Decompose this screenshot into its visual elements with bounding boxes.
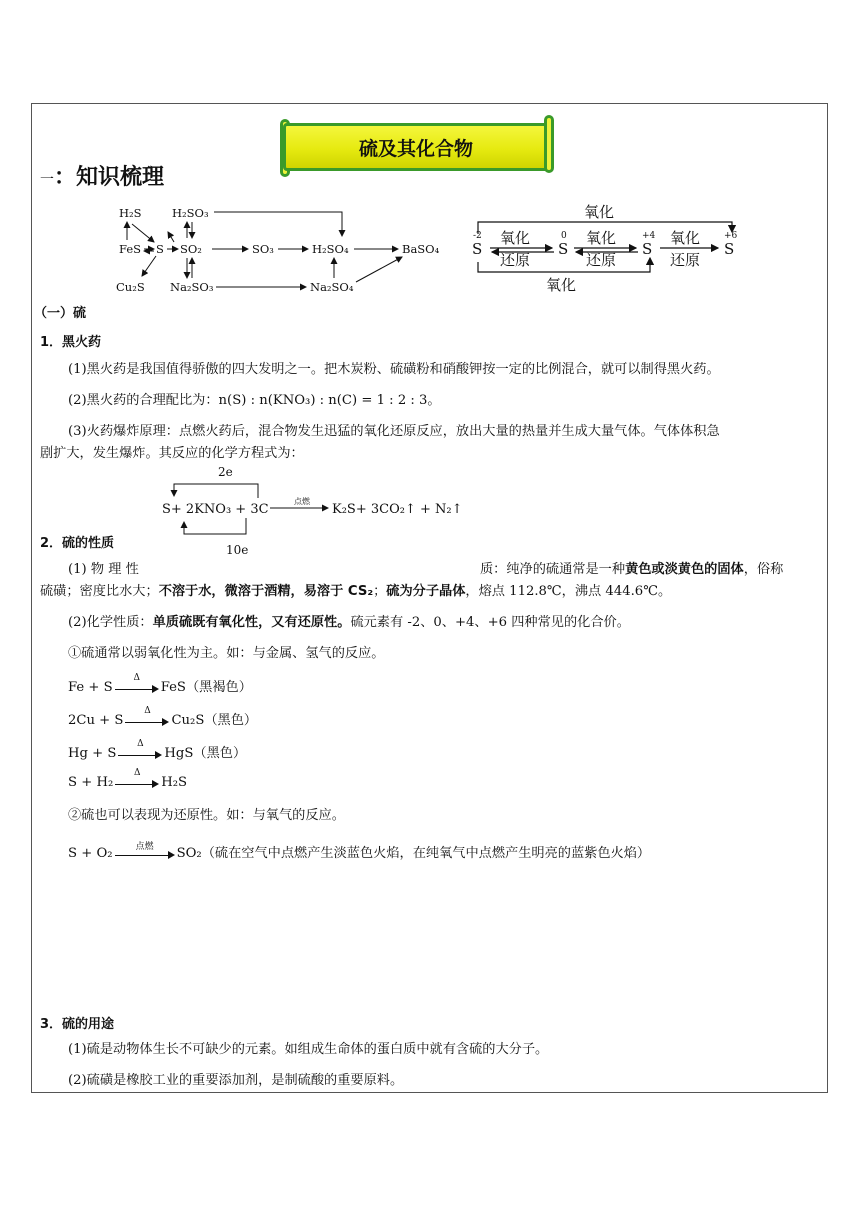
phys2-text-2: ；: [373, 584, 387, 599]
valence-diagram: [470, 200, 750, 296]
uses-p2: (2)硫磺是橡胶工业的重要添加剂，是制硫酸的重要原料。: [68, 1073, 404, 1088]
red-label-2: 还原: [586, 251, 617, 269]
eq-condition: 点燃: [294, 497, 310, 506]
reaction-right: H₂S: [161, 775, 188, 790]
eq-transfer-10e: 10e: [226, 543, 249, 557]
valence-0: 0: [561, 231, 567, 241]
bottom-oxidize-label: 氧化: [546, 276, 577, 294]
reaction-arrow: [115, 768, 159, 790]
gunpowder-p3b: 剧扩大，发生爆炸。其反应的化学方程式为：: [40, 446, 304, 461]
chem-text-2: 硫元素有 -2、0、+4、+6 四种常见的化合价。: [350, 615, 630, 630]
title-banner: [283, 117, 551, 174]
reaction-arrow: [118, 739, 162, 761]
reaction-arrow: [115, 673, 159, 695]
reaction-left: Hg + S: [68, 746, 117, 761]
phys2-bold-solubility: 不溶于水，微溶于酒精，易溶于 CS₂: [158, 584, 374, 599]
reaction-cu-s: [68, 706, 258, 728]
node-cu2s: Cu₂S: [116, 280, 145, 294]
valence-plus4: +4: [642, 231, 656, 241]
chem-line: [68, 611, 630, 634]
oxidation-intro: ①硫通常以弱氧化性为主。如：与金属、氢气的反应。: [68, 646, 385, 661]
reaction-s-o2: [68, 842, 650, 861]
valence-plus6: +6: [724, 231, 738, 241]
phys2-text-1: 硫磺；密度比水大；: [40, 584, 159, 599]
chem-text-1: (2)化学性质：: [68, 615, 153, 630]
reaction-condition: 点燃: [135, 842, 154, 852]
phys-text-2: ，俗称: [743, 562, 784, 577]
phys-line1: [480, 558, 783, 581]
reaction-condition: Δ: [144, 706, 151, 716]
valence-minus2: -2: [473, 231, 482, 241]
eq-transfer-2e: 2e: [218, 465, 233, 479]
node-fes: FeS: [119, 242, 142, 256]
phys2-text-3: ，熔点 112.8℃，沸点 444.6℃。: [465, 584, 672, 599]
reaction-arrow: [115, 842, 175, 861]
node-na2so4: Na₂SO₄: [310, 280, 354, 294]
reaction-left: S + H₂: [68, 775, 114, 790]
gunpowder-p1: (1)黑火药是我国值得骄傲的四大发明之一。把木炭粉、硫磺粉和硝酸钾按一定的比例混合，就可以制得黑火药。: [68, 362, 720, 377]
part-sulfur-heading: （一）硫: [34, 306, 87, 321]
reaction-fe-s: [68, 673, 252, 695]
node-baso4: BaSO₄: [402, 242, 440, 256]
species-s-0: S: [558, 240, 569, 258]
phys-prefix: (1) 物 理 性: [68, 562, 139, 577]
top-oxidize-label: 氧化: [584, 203, 615, 221]
reaction-s-h2: [68, 768, 188, 790]
red-label-1: 还原: [500, 251, 531, 269]
eq-right: K₂S+ 3CO₂↑ + N₂↑: [332, 502, 463, 517]
reduction-intro: ②硫也可以表现为还原性。如：与氧气的反应。: [68, 808, 345, 823]
node-so2: SO₂: [180, 242, 202, 256]
node-h2s: H₂S: [119, 206, 142, 220]
heading-gunpowder: 1．黑火药: [40, 335, 102, 350]
phys-line2: [40, 580, 671, 603]
page-title: 硫及其化合物: [358, 137, 473, 160]
uses-p1: (1)硫是动物体生长不可缺少的元素。如组成生命体的蛋白质中就有含硫的大分子。: [68, 1042, 549, 1057]
reaction-right: HgS（黑色）: [164, 746, 247, 761]
red-label-3: 还原: [670, 251, 701, 269]
reaction-hg-s: [68, 739, 247, 761]
section-label: ：知识梳理: [54, 165, 165, 190]
sulfur-conversion-diagram: [112, 202, 452, 298]
reaction-right: Cu₂S（黑色）: [171, 713, 258, 728]
node-na2so3: Na₂SO₃: [170, 280, 214, 294]
ox-label-1: 氧化: [500, 229, 531, 247]
heading-properties: 2．硫的性质: [40, 536, 115, 551]
section-prefix: 一: [40, 172, 54, 188]
heading-uses: 3．硫的用途: [40, 1017, 115, 1032]
gunpowder-p2: (2)黑火药的合理配比为：n(S) : n(KNO₃) : n(C) = 1 : 2 : 3。: [68, 393, 441, 408]
phys2-bold-crystal: 硫为分子晶体: [386, 584, 466, 599]
reaction-condition: Δ: [134, 768, 141, 778]
phys-bold-color: 黄色或淡黄色的固体: [625, 562, 744, 577]
gunpowder-equation: [158, 462, 468, 558]
reaction-arrow: [125, 706, 169, 728]
ox-label-3: 氧化: [670, 229, 701, 247]
reaction-left: S + O₂: [68, 846, 113, 861]
phys-text-1: 质：纯净的硫通常是一种: [480, 562, 626, 577]
node-h2so4: H₂SO₄: [312, 242, 349, 256]
node-so3: SO₃: [252, 242, 274, 256]
reaction-right: SO₂（硫在空气中点燃产生淡蓝色火焰，在纯氧气中点燃产生明亮的蓝紫色火焰）: [176, 846, 651, 861]
ox-label-2: 氧化: [586, 229, 617, 247]
reaction-condition: Δ: [137, 739, 144, 749]
gunpowder-p3a: (3)火药爆炸原理：点燃火药后，混合物发生迅猛的氧化还原反应，放出大量的热量并生成大量气体。气体体积急: [68, 424, 720, 439]
reaction-right: FeS（黑褐色）: [160, 680, 252, 695]
reaction-condition: Δ: [133, 673, 140, 683]
reaction-left: 2Cu + S: [68, 713, 124, 728]
node-h2so3: H₂SO₃: [172, 206, 209, 220]
reaction-left: Fe + S: [68, 680, 113, 695]
section-heading-knowledge: [40, 160, 164, 191]
species-s-minus2: S: [472, 240, 483, 258]
species-s-plus4: S: [642, 240, 653, 258]
eq-left: S+ 2KNO₃ + 3C: [162, 502, 269, 517]
species-s-plus6: S: [724, 240, 735, 258]
chem-bold: 单质硫既有氧化性，又有还原性。: [152, 615, 351, 630]
node-s: S: [156, 242, 164, 256]
